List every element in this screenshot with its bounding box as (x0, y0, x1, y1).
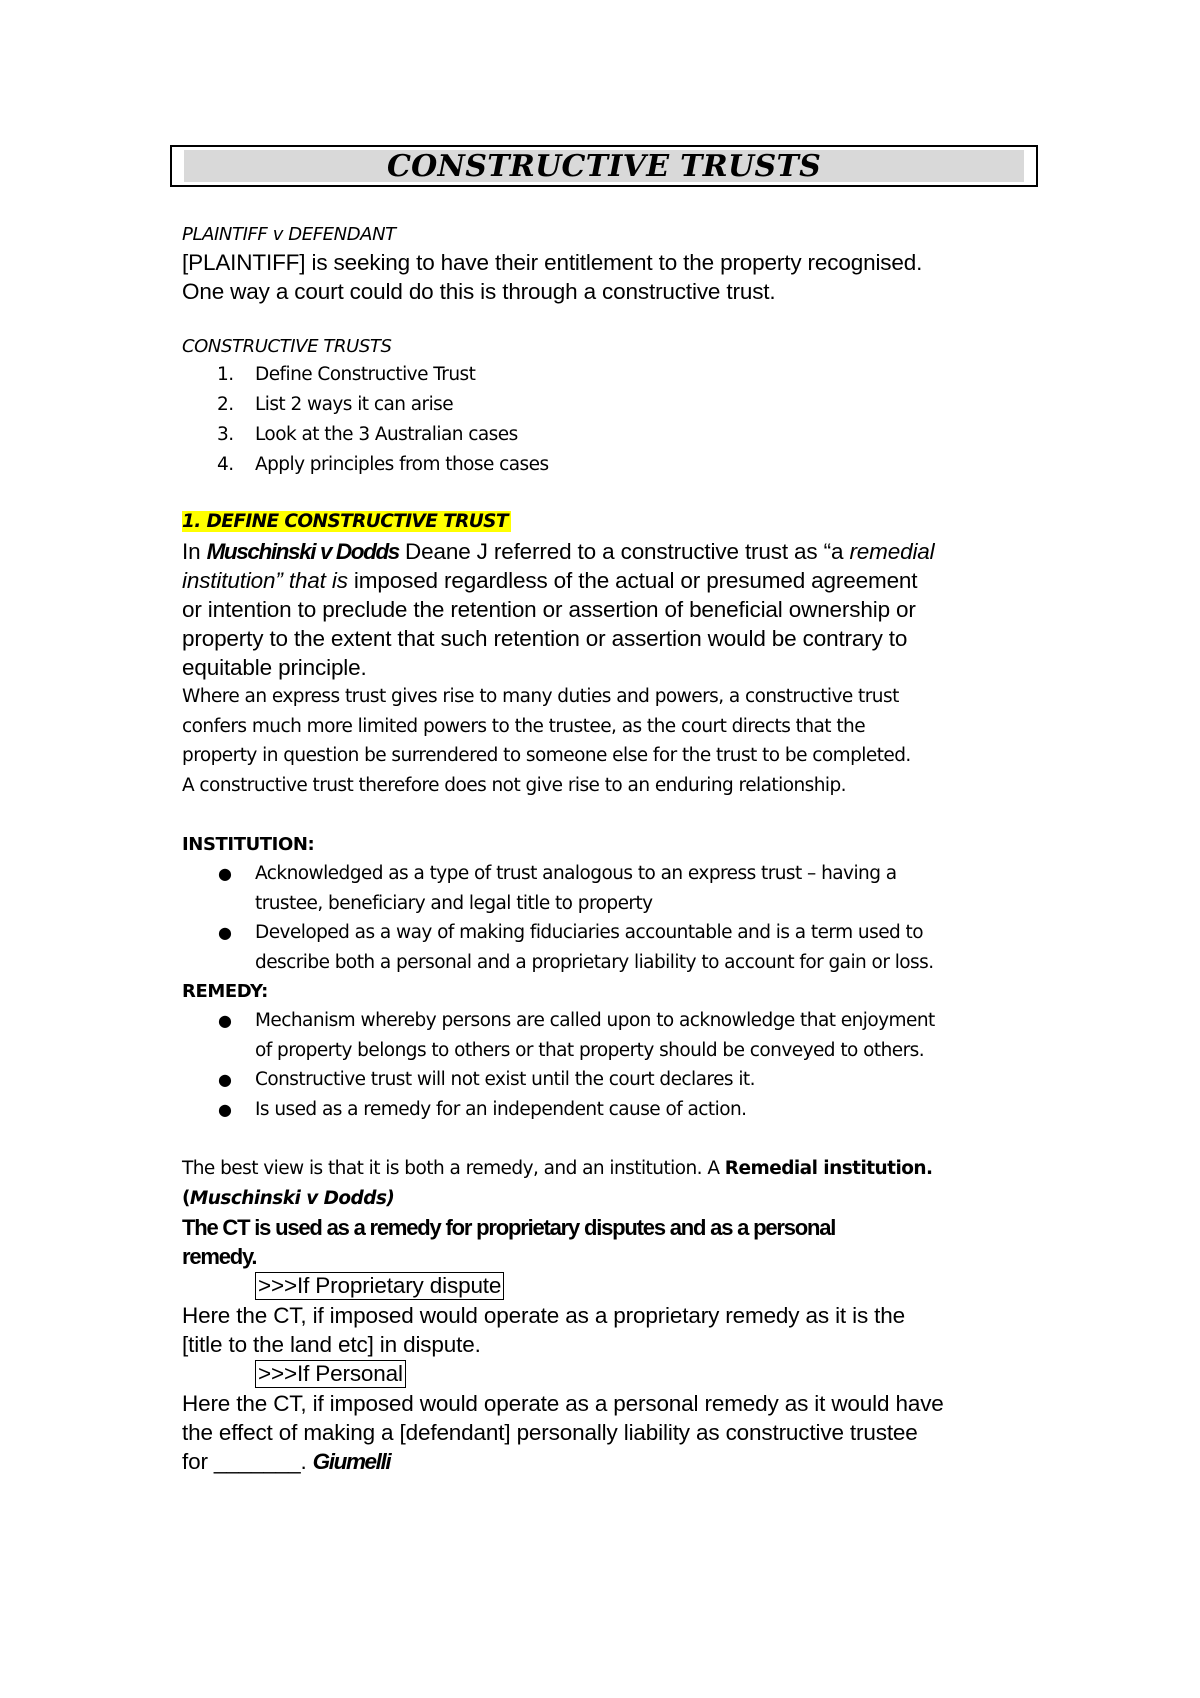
institution-bullets (182, 859, 1042, 977)
parties-heading: PLAINTIFF v DEFENDANT (182, 224, 396, 245)
title-shading (184, 150, 1024, 182)
bullet-item: ● Mechanism whereby persons are called upon to acknowledge that enjoyment of property belongs to others or that property should be conveyed to others. (218, 1010, 935, 1061)
outline-item: 1. Define Constructive Trust (217, 364, 476, 385)
personal-line-2: the effect of making a [defendant] personally liability as constructive trustee (182, 1420, 918, 1445)
proprietary-dispute-box: >>>If Proprietary dispute (255, 1272, 504, 1300)
define-para-line-2: institution” that is imposed regardless of the actual or presumed agreement (182, 568, 918, 593)
define-heading-row (182, 508, 1042, 537)
remedy-bullets (182, 1006, 1042, 1124)
remedial-institution-term: Remedial institution. (724, 1158, 933, 1179)
best-view-line: The best view is that it is both a remedy, and an institution. A Remedial institution. (182, 1158, 933, 1179)
remedy-heading: REMEDY: (182, 981, 268, 1002)
express-vs-constructive-line: property in question be surrendered to someone else for the trust to be completed. (182, 745, 911, 766)
outline-item: 3. Look at the 3 Australian cases (217, 424, 518, 445)
case-name-giumelli: Giumelli (312, 1449, 391, 1474)
personal-box: >>>If Personal (255, 1360, 406, 1388)
bullet-item: ● Developed as a way of making fiduciaries accountable and is a term used to describe both a personal and a proprietary liability to account for gain or loss. (218, 922, 934, 973)
personal-box-row (182, 1359, 1042, 1389)
institution-heading: INSTITUTION: (182, 834, 315, 855)
document-title: CONSTRUCTIVE TRUSTS (386, 148, 822, 184)
best-view-citation: (Muschinski v Dodds) (182, 1187, 395, 1209)
document-body (182, 222, 1042, 1476)
proprietary-line-1: Here the CT, if imposed would operate as a proprietary remedy as it is the (182, 1303, 905, 1328)
proprietary-box-row (182, 1271, 1042, 1301)
bullet-item: ● Constructive trust will not exist until the court declares it. (218, 1069, 755, 1090)
ct-used-line-2: remedy. (182, 1244, 257, 1269)
proprietary-line-2: [title to the land etc] in dispute. (182, 1332, 481, 1357)
case-name-muschinski: Muschinski v Dodds (206, 539, 399, 564)
intro-line-2: One way a court could do this is through a constructive trust. (182, 279, 776, 304)
outline-list (182, 360, 1042, 480)
outline-heading: CONSTRUCTIVE TRUSTS (182, 336, 392, 357)
title-box (170, 145, 1038, 187)
intro-line-1: [PLAINTIFF] is seeking to have their entitlement to the property recognised. (182, 250, 923, 275)
outline-item: 2. List 2 ways it can arise (217, 394, 454, 415)
define-para-line-1: In Muschinski v Dodds Deane J referred to a constructive trust as “a remedial (182, 539, 935, 564)
define-para-line-3: or intention to preclude the retention or assertion of beneficial ownership or (182, 597, 916, 622)
personal-line-3: for _______. Giumelli (182, 1449, 391, 1474)
define-heading: 1. DEFINE CONSTRUCTIVE TRUST (182, 511, 511, 532)
ct-used-line-1: The CT is used as a remedy for proprietary disputes and as a personal (182, 1215, 836, 1240)
express-vs-constructive-line: confers much more limited powers to the trustee, as the court directs that the (182, 715, 866, 737)
personal-line-1: Here the CT, if imposed would operate as a personal remedy as it would have (182, 1391, 944, 1416)
outline-item: 4. Apply principles from those cases (217, 454, 549, 475)
define-para-line-5: equitable principle. (182, 655, 367, 680)
express-vs-constructive-line: Where an express trust gives rise to many duties and powers, a constructive trust (182, 686, 899, 707)
bullet-item: ● Is used as a remedy for an independent cause of action. (218, 1098, 747, 1120)
express-vs-constructive-line: A constructive trust therefore does not give rise to an enduring relationship. (182, 774, 847, 796)
bullet-item: ● Acknowledged as a type of trust analogous to an express trust – having a trustee, beneficiary and legal title to property (218, 863, 897, 914)
define-para-line-4: property to the extent that such retention or assertion would be contrary to (182, 626, 908, 651)
